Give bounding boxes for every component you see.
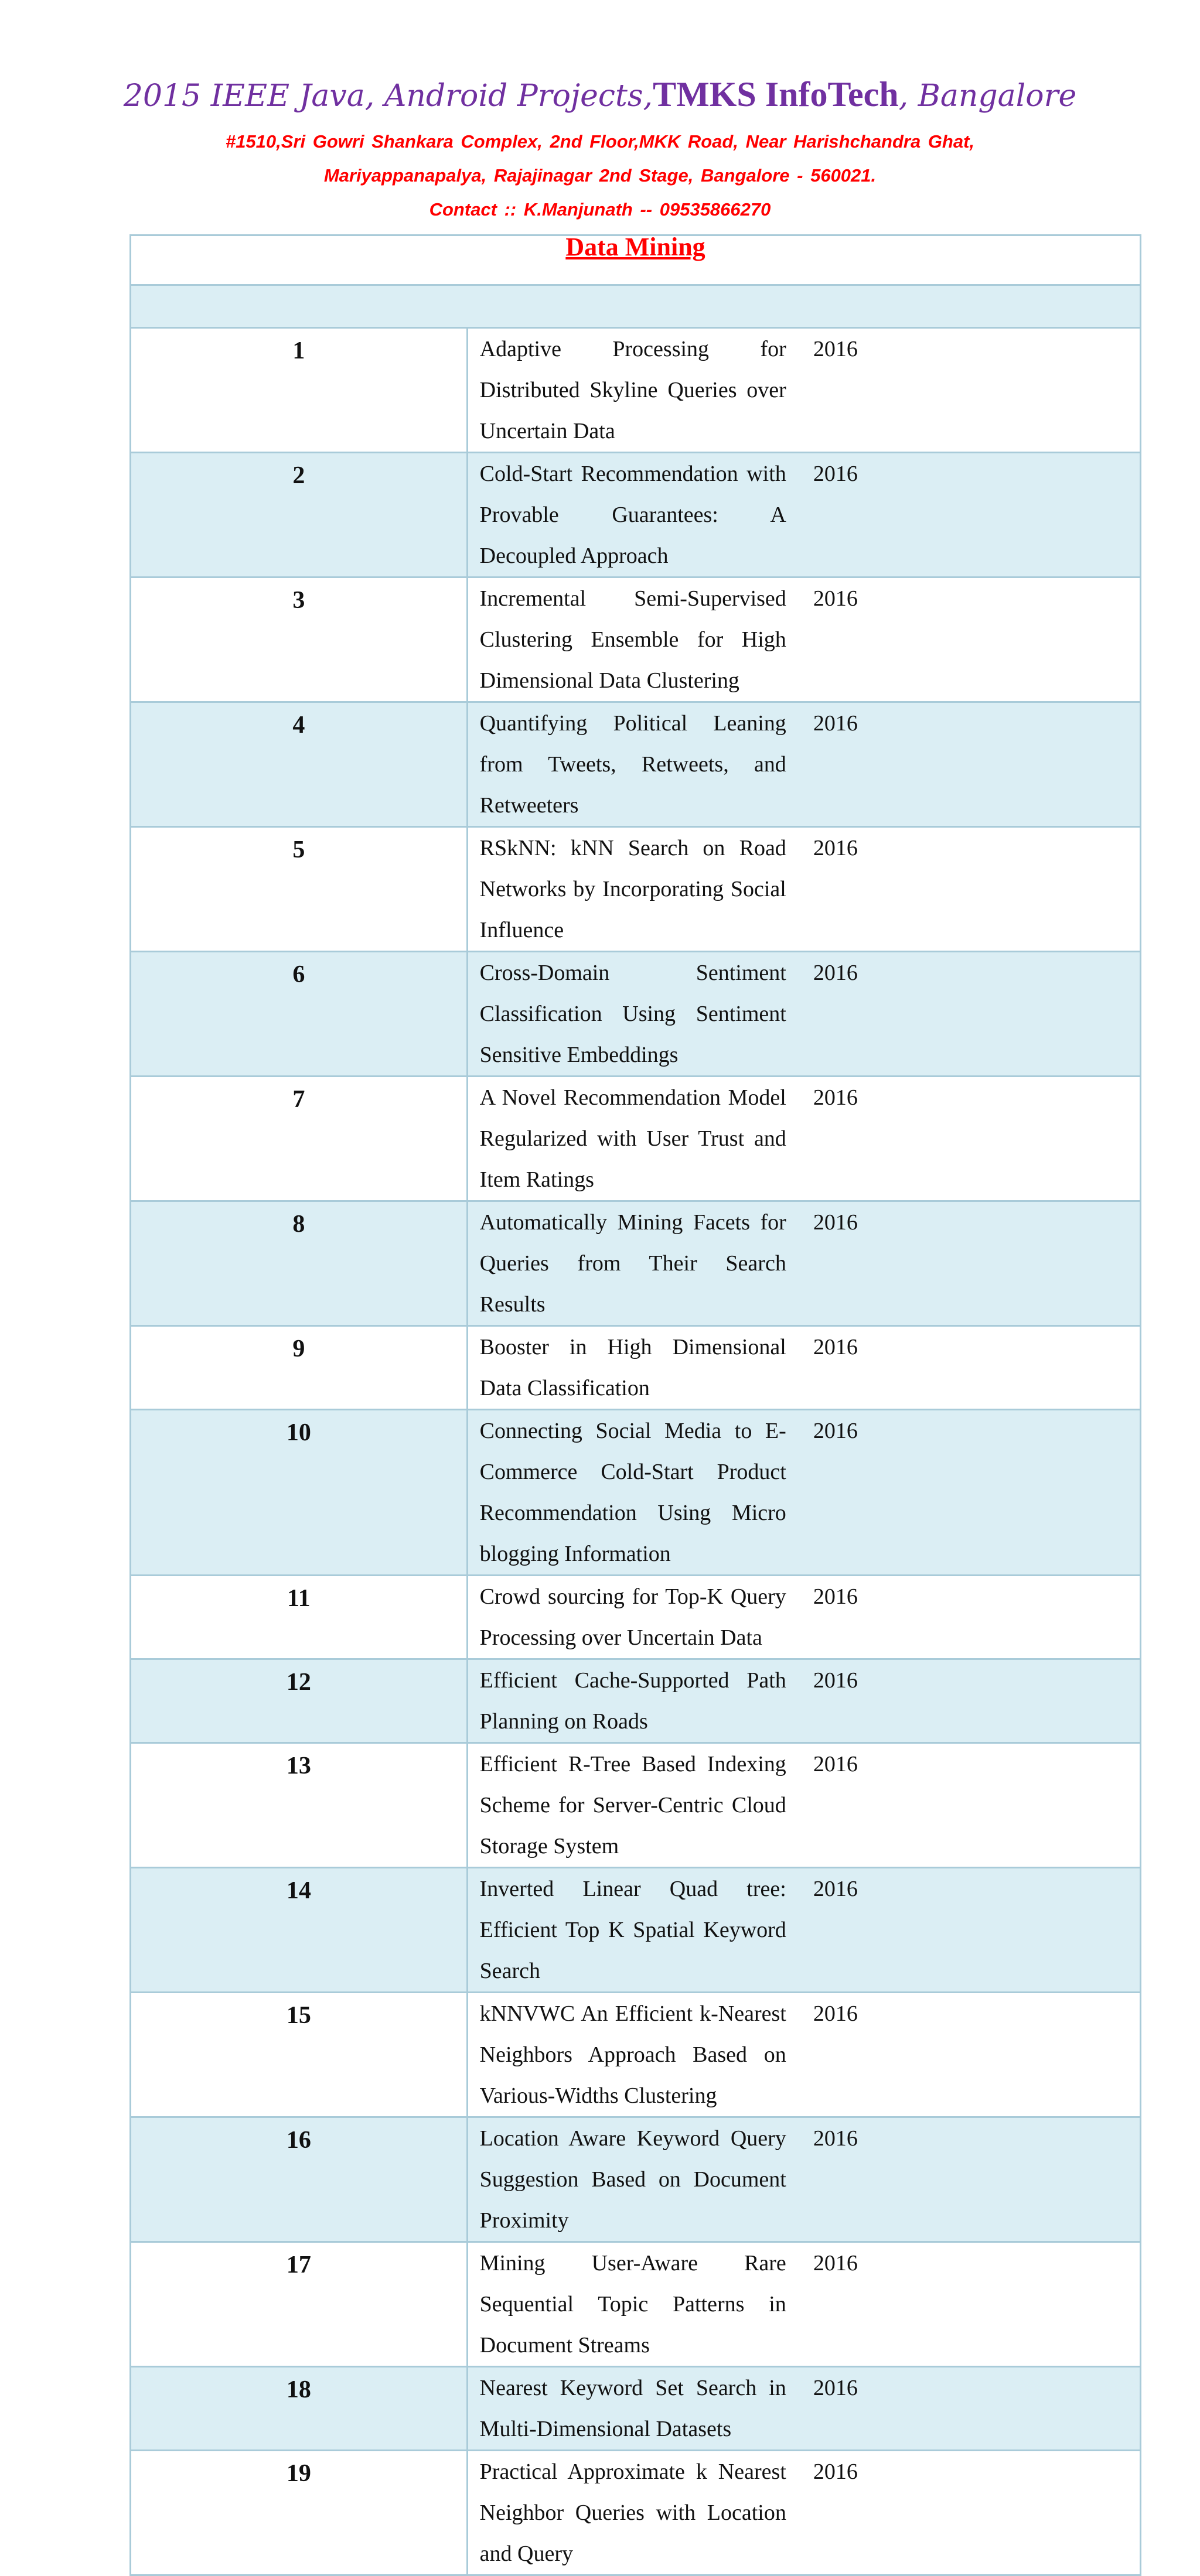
row-number: 11 xyxy=(131,1576,468,1659)
address-line-2: Mariyappanapalya, Rajajinagar 2nd Stage, Bangalore - 560021. xyxy=(323,165,877,186)
project-title: Mining User-Aware Rare Sequential Topic Patterns in Document Streams xyxy=(467,2242,804,2367)
project-title: Quantifying Political Leaning from Tweets, Retweets, and Retweeters xyxy=(467,702,804,827)
title-part-3: , Bangalore xyxy=(898,78,1077,114)
project-year: 2016 xyxy=(804,1868,1141,1993)
project-title: Automatically Mining Facets for Queries from Their Search Results xyxy=(467,1201,804,1326)
project-year: 2016 xyxy=(804,2451,1141,2575)
row-number: 6 xyxy=(131,952,468,1077)
project-year: 2016 xyxy=(804,2367,1141,2451)
row-number: 17 xyxy=(131,2242,468,2367)
project-year: 2016 xyxy=(804,702,1141,827)
row-number: 14 xyxy=(131,1868,468,1993)
project-title: A Novel Recommendation Model Regularized with User Trust and Item Ratings xyxy=(467,1077,804,1201)
document-title xyxy=(0,71,1200,119)
project-year: 2016 xyxy=(804,1410,1141,1576)
table-row xyxy=(131,1868,1141,1993)
project-year: 2016 xyxy=(804,1326,1141,1410)
table-row xyxy=(131,1743,1141,1868)
table-heading-cell xyxy=(131,235,1141,285)
row-number: 19 xyxy=(131,2451,468,2575)
table-blank-row xyxy=(131,285,1141,328)
projects-table xyxy=(129,234,1141,2576)
table-row xyxy=(131,952,1141,1077)
row-number: 4 xyxy=(131,702,468,827)
table-row xyxy=(131,453,1141,578)
project-title: Booster in High Dimensional Data Classification xyxy=(467,1326,804,1410)
table-row xyxy=(131,1576,1141,1659)
row-number: 15 xyxy=(131,1993,468,2117)
row-number: 13 xyxy=(131,1743,468,1868)
project-year: 2016 xyxy=(804,1993,1141,2117)
project-title: Incremental Semi-Supervised Clustering Ensemble for High Dimensional Data Clustering xyxy=(467,578,804,702)
table-row xyxy=(131,2451,1141,2575)
project-year: 2016 xyxy=(804,328,1141,453)
row-number: 8 xyxy=(131,1201,468,1326)
row-number: 12 xyxy=(131,1659,468,1743)
row-number: 5 xyxy=(131,827,468,952)
table-row xyxy=(131,2367,1141,2451)
table-heading: Data Mining xyxy=(565,233,705,261)
project-title: Crowd sourcing for Top-K Query Processing over Uncertain Data xyxy=(467,1576,804,1659)
table-row xyxy=(131,827,1141,952)
row-number: 7 xyxy=(131,1077,468,1201)
project-title: Efficient Cache-Supported Path Planning on Roads xyxy=(467,1659,804,1743)
project-title: Cross-Domain Sentiment Classification Using Sentiment Sensitive Embeddings xyxy=(467,952,804,1077)
table-row xyxy=(131,1201,1141,1326)
address-line-1: #1510,Sri Gowri Shankara Complex, 2nd Floor,MKK Road, Near Harishchandra Ghat, xyxy=(225,131,975,152)
row-number: 2 xyxy=(131,453,468,578)
row-number: 18 xyxy=(131,2367,468,2451)
table-row xyxy=(131,328,1141,453)
project-title: Nearest Keyword Set Search in Multi-Dimensional Datasets xyxy=(467,2367,804,2451)
project-title: Practical Approximate k Nearest Neighbor Queries with Location and Query xyxy=(467,2451,804,2575)
project-year: 2016 xyxy=(804,1659,1141,1743)
project-title: Adaptive Processing for Distributed Skyline Queries over Uncertain Data xyxy=(467,328,804,453)
project-year: 2016 xyxy=(804,2117,1141,2242)
table-row xyxy=(131,1993,1141,2117)
table-row xyxy=(131,702,1141,827)
project-title: RSkNN: kNN Search on Road Networks by Incorporating Social Influence xyxy=(467,827,804,952)
project-year: 2016 xyxy=(804,1077,1141,1201)
project-year: 2016 xyxy=(804,952,1141,1077)
title-part-1: 2015 IEEE Java, Android Projects, xyxy=(123,78,653,114)
row-number: 3 xyxy=(131,578,468,702)
title-company-name: TMKS InfoTech xyxy=(653,75,899,114)
table-row xyxy=(131,1659,1141,1743)
row-number: 16 xyxy=(131,2117,468,2242)
project-year: 2016 xyxy=(804,1743,1141,1868)
project-title: Inverted Linear Quad tree: Efficient Top K Spatial Keyword Search xyxy=(467,1868,804,1993)
project-title: Connecting Social Media to E-Commerce Cold-Start Product Recommendation Using Micro blogging Information xyxy=(467,1410,804,1576)
table-row xyxy=(131,1326,1141,1410)
table-row xyxy=(131,578,1141,702)
project-year: 2016 xyxy=(804,453,1141,578)
project-year: 2016 xyxy=(804,2242,1141,2367)
contact-line: Contact :: K.Manjunath -- 09535866270 xyxy=(429,199,771,220)
row-number: 10 xyxy=(131,1410,468,1576)
project-year: 2016 xyxy=(804,1201,1141,1326)
table-row xyxy=(131,2117,1141,2242)
project-title: Location Aware Keyword Query Suggestion Based on Document Proximity xyxy=(467,2117,804,2242)
blank-cell xyxy=(131,285,1141,328)
project-year: 2016 xyxy=(804,1576,1141,1659)
project-title: Efficient R-Tree Based Indexing Scheme for Server-Centric Cloud Storage System xyxy=(467,1743,804,1868)
table-row xyxy=(131,2242,1141,2367)
table-row xyxy=(131,1410,1141,1576)
project-title: Cold-Start Recommendation with Provable Guarantees: A Decoupled Approach xyxy=(467,453,804,578)
project-year: 2016 xyxy=(804,578,1141,702)
table-heading-row xyxy=(131,235,1141,285)
table-row xyxy=(131,1077,1141,1201)
row-number: 1 xyxy=(131,328,468,453)
row-number: 9 xyxy=(131,1326,468,1410)
project-title: kNNVWC An Efficient k-Nearest Neighbors Approach Based on Various-Widths Clustering xyxy=(467,1993,804,2117)
project-year: 2016 xyxy=(804,827,1141,952)
